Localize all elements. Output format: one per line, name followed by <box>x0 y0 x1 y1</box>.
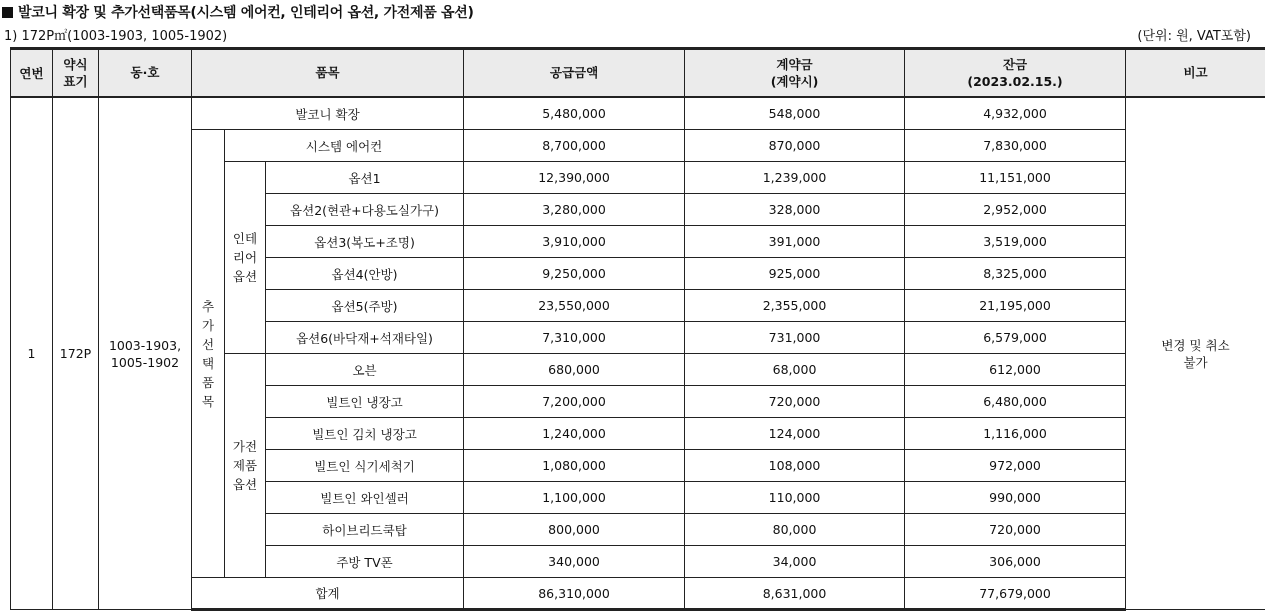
table-header-row <box>11 49 1265 98</box>
cell-type: 172P <box>53 97 99 610</box>
item-name: 오븐 <box>266 354 464 386</box>
item-name: 옵션3(복도+조명) <box>266 226 464 258</box>
deposit-amount: 391,000 <box>685 226 905 258</box>
item-name: 옵션6(바닥재+석재타일) <box>266 322 464 354</box>
group-appliance: 가전 제품 옵션 <box>225 354 266 578</box>
balance-amount: 612,000 <box>905 354 1126 386</box>
supply-amount: 5,480,000 <box>464 97 685 130</box>
supply-amount: 7,200,000 <box>464 386 685 418</box>
deposit-amount: 548,000 <box>685 97 905 130</box>
item-name: 옵션5(주방) <box>266 290 464 322</box>
total-supply: 86,310,000 <box>464 578 685 610</box>
cell-unit-no: 1003-1903, 1005-1902 <box>99 97 192 610</box>
supply-amount: 23,550,000 <box>464 290 685 322</box>
balance-amount: 6,579,000 <box>905 322 1126 354</box>
supply-amount: 800,000 <box>464 514 685 546</box>
item-name: 시스템 에어컨 <box>225 130 464 162</box>
item-name: 빌트인 김치 냉장고 <box>266 418 464 450</box>
balance-amount: 306,000 <box>905 546 1126 578</box>
balance-amount: 11,151,000 <box>905 162 1126 194</box>
deposit-amount: 720,000 <box>685 386 905 418</box>
deposit-amount: 925,000 <box>685 258 905 290</box>
table-row <box>11 97 1265 130</box>
deposit-amount: 1,239,000 <box>685 162 905 194</box>
deposit-amount: 328,000 <box>685 194 905 226</box>
total-balance: 77,679,000 <box>905 578 1126 610</box>
balance-amount: 21,195,000 <box>905 290 1126 322</box>
supply-amount: 1,100,000 <box>464 482 685 514</box>
supply-amount: 1,240,000 <box>464 418 685 450</box>
balance-amount: 720,000 <box>905 514 1126 546</box>
group-interior: 인테 리어 옵션 <box>225 162 266 354</box>
cell-no: 1 <box>11 97 53 610</box>
supply-amount: 680,000 <box>464 354 685 386</box>
deposit-amount: 124,000 <box>685 418 905 450</box>
deposit-amount: 80,000 <box>685 514 905 546</box>
balance-amount: 1,116,000 <box>905 418 1126 450</box>
balance-amount: 4,932,000 <box>905 97 1126 130</box>
item-name: 빌트인 식기세척기 <box>266 450 464 482</box>
header-balance: 잔금 (2023.02.15.) <box>905 49 1126 98</box>
section-subtitle: 1) 172P㎡(1003-1903, 1005-1902) <box>4 29 228 44</box>
supply-amount: 1,080,000 <box>464 450 685 482</box>
balance-amount: 2,952,000 <box>905 194 1126 226</box>
table-row <box>11 130 1265 162</box>
total-deposit: 8,631,000 <box>685 578 905 610</box>
deposit-amount: 731,000 <box>685 322 905 354</box>
deposit-amount: 2,355,000 <box>685 290 905 322</box>
deposit-amount: 110,000 <box>685 482 905 514</box>
supply-amount: 3,910,000 <box>464 226 685 258</box>
price-table <box>10 47 1265 611</box>
header-deposit: 계약금 (계약시) <box>685 49 905 98</box>
item-name: 하이브리드쿡탑 <box>266 514 464 546</box>
item-name: 발코니 확장 <box>192 97 464 130</box>
unit-note: (단위: 원, VAT포함) <box>1137 29 1251 44</box>
item-name: 빌트인 냉장고 <box>266 386 464 418</box>
total-row <box>11 578 1265 610</box>
title-text: 발코니 확장 및 추가선택품목(시스템 에어컨, 인테리어 옵션, 가전제품 옵션) <box>18 5 474 21</box>
document-title <box>2 2 474 22</box>
balance-amount: 3,519,000 <box>905 226 1126 258</box>
supply-amount: 7,310,000 <box>464 322 685 354</box>
item-name: 옵션2(현관+다용도실가구) <box>266 194 464 226</box>
balance-amount: 972,000 <box>905 450 1126 482</box>
cell-note: 변경 및 취소 불가 <box>1126 97 1265 610</box>
group-additional: 추 가 선 택 품 목 <box>192 130 225 578</box>
balance-amount: 990,000 <box>905 482 1126 514</box>
header-no: 연번 <box>11 49 53 98</box>
header-type: 약식 표기 <box>53 49 99 98</box>
item-name: 주방 TV폰 <box>266 546 464 578</box>
deposit-amount: 68,000 <box>685 354 905 386</box>
supply-amount: 3,280,000 <box>464 194 685 226</box>
supply-amount: 9,250,000 <box>464 258 685 290</box>
supply-amount: 12,390,000 <box>464 162 685 194</box>
total-label: 합계 <box>192 578 464 610</box>
square-bullet-icon <box>2 7 13 18</box>
header-item: 품목 <box>192 49 464 98</box>
item-name: 옵션1 <box>266 162 464 194</box>
balance-amount: 8,325,000 <box>905 258 1126 290</box>
header-note: 비고 <box>1126 49 1265 98</box>
deposit-amount: 34,000 <box>685 546 905 578</box>
balance-amount: 7,830,000 <box>905 130 1126 162</box>
deposit-amount: 870,000 <box>685 130 905 162</box>
header-supply: 공급금액 <box>464 49 685 98</box>
deposit-amount: 108,000 <box>685 450 905 482</box>
header-unit-no: 동·호 <box>99 49 192 98</box>
supply-amount: 8,700,000 <box>464 130 685 162</box>
balance-amount: 6,480,000 <box>905 386 1126 418</box>
supply-amount: 340,000 <box>464 546 685 578</box>
item-name: 빌트인 와인셀러 <box>266 482 464 514</box>
item-name: 옵션4(안방) <box>266 258 464 290</box>
